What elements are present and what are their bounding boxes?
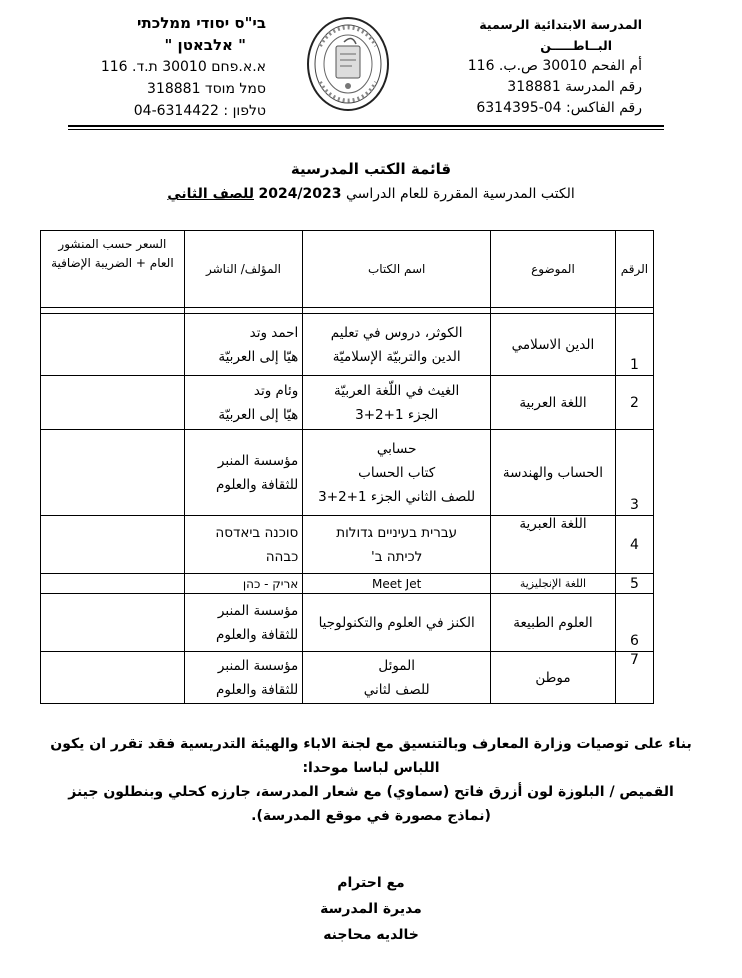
row-price: [41, 574, 185, 594]
row-author: [184, 516, 303, 574]
row-subject: موطن: [491, 652, 616, 704]
header-divider: [68, 125, 664, 127]
book-line: حسابي: [376, 440, 417, 457]
author-line: مؤسسة المنبر: [217, 602, 299, 619]
author-line: هيّا إلى العربيّة: [218, 348, 299, 365]
row-num: 7: [615, 652, 653, 704]
signature-block: [0, 870, 742, 948]
book-line: للصف لثاني: [363, 681, 430, 698]
row-book: [303, 594, 491, 652]
notice-line: (نماذج مصورة في موقع المدرسة).: [251, 808, 491, 824]
header-num: الرقم: [615, 231, 653, 308]
subtitle-prefix: الكتب المدرسية المقررة للعام الدراسي: [345, 186, 575, 202]
row-price: [41, 314, 185, 376]
page-title: قائمة الكتب المدرسية: [290, 160, 452, 178]
hebrew-phone: טלפון : 04-6314422: [133, 103, 266, 119]
table-row: [41, 652, 654, 704]
book-line: לכיתה ב': [370, 548, 423, 565]
hebrew-school-name: בי"ס יסודי ממלכתי: [137, 14, 266, 32]
row-num: 5: [615, 574, 653, 594]
header-price: السعر حسب المنشور العام + الضريبة الإضافية: [41, 231, 185, 308]
book-line: للصف الثاني الجزء 1+2+3: [318, 488, 476, 505]
arabic-school-city: البــاطـــــن: [540, 38, 612, 53]
uniform-notice: [40, 732, 702, 828]
row-subject: العلوم الطبيعة: [491, 594, 616, 652]
table-row: [41, 430, 654, 516]
signature-regards: مع احترام: [337, 875, 405, 891]
arabic-school-code: رقم المدرسة 318881: [507, 79, 642, 95]
signature-role: مديرة المدرسة: [320, 901, 422, 917]
author-line: هيّا إلى العربيّة: [218, 406, 299, 423]
header-divider-thin: [68, 129, 664, 130]
arabic-po-box: أم الفحم 30010 ص.ب. 116: [467, 58, 642, 74]
row-book: [303, 516, 491, 574]
row-subject: الحساب والهندسة: [491, 430, 616, 516]
author-line: للثقافة والعلوم: [216, 681, 299, 698]
row-author: [184, 376, 303, 430]
author-line: مؤسسة المنبر: [217, 452, 299, 469]
row-book: [303, 574, 491, 594]
row-num: 2: [615, 376, 653, 430]
row-book: [303, 376, 491, 430]
book-line: Meet Jet: [372, 576, 422, 591]
row-book: [303, 314, 491, 376]
row-price: [41, 430, 185, 516]
author-line: للثقافة والعلوم: [216, 476, 299, 493]
row-price: [41, 376, 185, 430]
row-subject: الدين الاسلامي: [491, 314, 616, 376]
book-line: الدين والتربيّة الإسلاميّة: [332, 348, 461, 365]
row-book: [303, 652, 491, 704]
author-line: احمد وتد: [249, 324, 299, 341]
header-arabic-block: [462, 14, 642, 119]
row-num: 6: [615, 594, 653, 652]
book-line: الكوثر، دروس في تعليم: [330, 324, 463, 341]
school-seal-icon: [306, 16, 390, 112]
book-line: الغيث في اللّغة العربيّة: [334, 382, 460, 399]
hebrew-po-box: א.א.פחם 30010 ת.ד. 116: [100, 59, 266, 75]
row-subject: اللغة الإنجليزية: [491, 574, 616, 594]
signature-name: خالديه محاجنه: [323, 927, 419, 943]
hebrew-school-city: " אלבאטן ": [164, 36, 246, 54]
row-subject: اللغة العربية: [491, 376, 616, 430]
book-line: الموئل: [378, 657, 415, 674]
row-price: [41, 516, 185, 574]
row-author: [184, 652, 303, 704]
row-author: [184, 314, 303, 376]
notice-line: القميص / البلوزة لون أزرق فاتح (سماوي) مع شعار المدرسة، جارزه كحلي وبنطلون جينز: [68, 784, 674, 800]
row-author: [184, 594, 303, 652]
hebrew-institution-code: סמל מוסד 318881: [147, 81, 266, 97]
book-line: كتاب الحساب: [358, 464, 436, 481]
row-num: 1: [615, 314, 653, 376]
author-line: للثقافة والعلوم: [216, 626, 299, 643]
subtitle-grade: للصف الثاني: [167, 186, 255, 202]
row-num: 4: [615, 516, 653, 574]
header-book: اسم الكتاب: [303, 231, 491, 308]
arabic-fax: رقم الفاكس: 04-6314395: [476, 100, 642, 116]
row-subject: اللغة العبرية: [491, 516, 616, 574]
arabic-school-name: المدرسة الابتدائية الرسمية: [479, 17, 642, 32]
row-price: [41, 652, 185, 704]
book-line: עברית בעיניים גדולות: [336, 524, 458, 541]
header-subject: الموضوع: [491, 231, 616, 308]
book-line: الكنز في العلوم والتكنولوجيا: [318, 614, 475, 631]
notice-line: اللباس لباسا موحدا:: [302, 760, 440, 776]
book-line: الجزء 1+2+3: [355, 406, 439, 423]
table-row: [41, 516, 654, 574]
page-subtitle: [0, 186, 742, 202]
books-table: [40, 230, 654, 704]
row-price: [41, 594, 185, 652]
table-row: [41, 376, 654, 430]
header-hebrew-block: [76, 12, 266, 122]
row-num: 3: [615, 430, 653, 516]
row-book: [303, 430, 491, 516]
header-author: المؤلف/ الناشر: [184, 231, 303, 308]
row-author: [184, 574, 303, 594]
subtitle-year: 2024/2023: [258, 186, 342, 202]
table-row: [41, 594, 654, 652]
author-line: אריק - כהן: [242, 576, 299, 591]
row-author: [184, 430, 303, 516]
author-line: وئام وتد: [253, 382, 299, 399]
author-line: סוכנה ביאדסה: [215, 524, 299, 541]
author-line: כבהה: [265, 548, 299, 565]
table-row: [41, 314, 654, 376]
author-line: مؤسسة المنبر: [217, 657, 299, 674]
notice-line: بناء على توصيات وزارة المعارف وبالتنسيق مع لجنة الاباء والهيئة التدريسية فقد تقرر ان يكون: [50, 736, 692, 752]
table-header-row: [41, 231, 654, 308]
table-row: [41, 574, 654, 594]
